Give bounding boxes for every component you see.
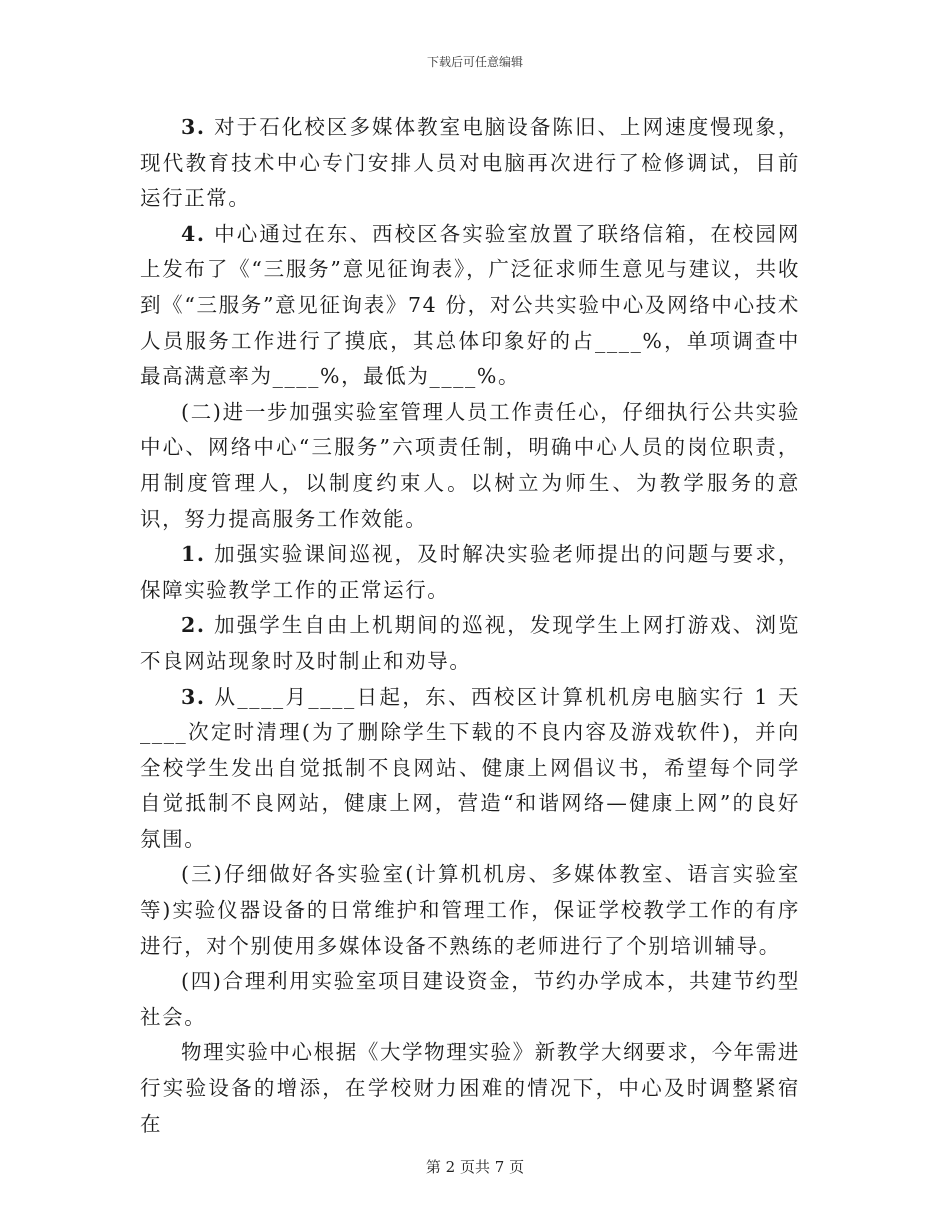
- paragraph-text: 加强实验课间巡视，及时解决实验老师提出的问题与要求，保障实验教学工作的正常运行。: [140, 542, 800, 602]
- paragraph-section-3: [140, 857, 800, 964]
- page-header: 下载后可任意编辑: [426, 55, 523, 69]
- paragraph-text: 对于石化校区多媒体教室电脑设备陈旧、上网速度慢现象，现代教育技术中心专门安排人员对电脑再次进行了检修调试，目前运行正常。: [140, 115, 800, 211]
- paragraph-section-4: [140, 964, 800, 1035]
- paragraph-item-4: [140, 217, 800, 395]
- paragraph-text: 物理实验中心根据《大学物理实验》新教学大纲要求，今年需进行实验设备的增添，在学校财力困难的情况下，中心及时调整紧宿在: [140, 1040, 800, 1136]
- paragraph-physics-lab: [140, 1035, 800, 1142]
- paragraph-item-2: [140, 608, 800, 679]
- paragraph-text: (四)合理利用实验室项目建设资金，节约办学成本，共建节约型社会。: [140, 969, 800, 1029]
- paragraph-item-1: [140, 537, 800, 608]
- item-number: 4.: [181, 221, 206, 246]
- paragraph-text: 中心通过在东、西校区各实验室放置了联络信箱，在校园网上发布了《“三服务”意见征询表》，广泛征求师生意见与建议，共收到《“三服务”意见征询表》74 份，对公共实验中心及网络中心技术人员服务工作进行了摸底，其总体印象好的占____%，单项调查中最高满意率为____%，最低为____%。: [140, 221, 800, 389]
- paragraph-text: 加强学生自由上机期间的巡视，发现学生上网打游戏、浏览不良网站现象时及时制止和劝导。: [140, 613, 800, 673]
- paragraph-text: 从____月____日起，东、西校区计算机机房电脑实行 1 天____次定时清理(为了删除学生下载的不良内容及游戏软件)，并向全校学生发出自觉抵制不良网站、健康上网倡议书，希望每个同学自觉抵制不良网站，健康上网，营造“和谐网络—健康上网”的良好氛围。: [140, 684, 800, 851]
- paragraph-text: (二)进一步加强实验室管理人员工作责任心，仔细执行公共实验中心、网络中心“三服务”六项责任制，明确中心人员的岗位职责，用制度管理人，以制度约束人。以树立为师生、为教学服务的意识，努力提高服务工作效能。: [140, 399, 800, 531]
- paragraph-item-3b: [140, 680, 800, 858]
- document-body: [140, 110, 800, 1142]
- paragraph-text: (三)仔细做好各实验室(计算机机房、多媒体教室、语言实验室等)实验仪器设备的日常维护和管理工作，保证学校教学工作的有序进行，对个别使用多媒体设备不熟练的老师进行了个别培训辅导。: [140, 862, 800, 958]
- item-number: 1.: [181, 542, 206, 567]
- item-number: 2.: [181, 613, 206, 638]
- paragraph-section-2: [140, 395, 800, 537]
- item-number: 3.: [181, 115, 206, 139]
- paragraph-item-3: [140, 110, 800, 217]
- page-footer: 第 2 页共 7 页: [425, 1158, 525, 1176]
- item-number: 3.: [181, 684, 206, 709]
